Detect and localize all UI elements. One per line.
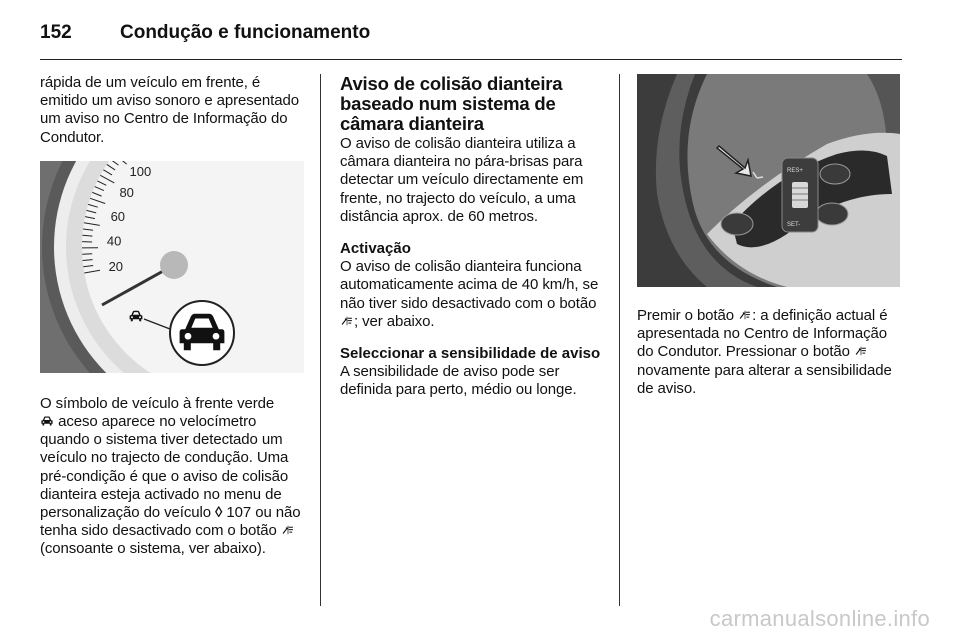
collision-button-icon [854, 345, 868, 357]
speedo-label: 20 [108, 258, 124, 274]
vehicle-ahead-icon [40, 415, 54, 427]
res-label: RES+ [787, 168, 803, 174]
column-divider [619, 74, 620, 606]
sensitivity-heading: Seleccionar a sensibilidade de aviso [340, 345, 601, 363]
page-reference-number[interactable]: 107 [226, 504, 252, 522]
sensitivity-paragraph: A sensibilidade de aviso pode ser definida para perto, médio ou longe. [340, 363, 577, 399]
button-paragraph [637, 307, 903, 398]
activation-heading: Activação [340, 240, 411, 258]
activation-text-a: O aviso de colisão dianteira funciona automaticamente acima de 40 km/h, se não tiver sido desactivado com o botão [340, 258, 599, 312]
section-title: Condução e funcionamento [120, 22, 371, 43]
column-right [637, 74, 903, 412]
steering-wheel-figure [637, 74, 900, 287]
paragraph-intro: rápida de um veículo em frente, é emitido um aviso sonoro e apresentado um aviso no Centro de Informação do Condutor. [40, 74, 299, 146]
collision-button-icon [738, 309, 752, 321]
button-text-a: Premir o botão [637, 307, 734, 324]
page-number: 152 [40, 22, 72, 43]
set-label: SET- [787, 222, 801, 228]
button-text-c: novamente para alterar a sensibilidade de aviso. [637, 361, 892, 397]
speedo-label: 60 [110, 208, 126, 224]
speedo-label: 40 [106, 233, 122, 249]
watermark[interactable]: carmanualsonline.info [709, 606, 930, 631]
paragraph-symbol-text-d: (consoante o sistema, ver abaixo). [40, 540, 266, 558]
activation-paragraph [340, 258, 604, 331]
page-reference-icon: ◊ [215, 504, 223, 522]
button-text-b: : a definição actual é apresentada no Centro de Informação do Condutor. Pressionar o botão [637, 307, 888, 361]
activation-text-b: ; ver abaixo. [354, 312, 435, 330]
collision-button-icon [340, 315, 354, 327]
section-heading: Aviso de colisão dianteira baseado num sistema de câmara dianteira [340, 73, 563, 134]
paragraph-symbol [40, 395, 304, 559]
page-header [40, 18, 920, 58]
collision-button-icon [281, 524, 295, 536]
speedometer-figure [40, 161, 304, 373]
paragraph-symbol-text-b: aceso aparece no velocímetro quando o sistema tiver detectado um veículo no trajecto de condução. Uma pré-condição é que o aviso de colisão dianteira esteja activado no menu de personalização do veículo [40, 413, 289, 522]
paragraph-symbol-text-c: ou não tenha sido desactivado com o botão [40, 504, 301, 540]
paragraph-description: O aviso de colisão dianteira utiliza a câmara dianteira no pára-brisas para detectar um veículo directamente em frente, no trajecto do veículo, a uma distância aprox. de 60 metros. [340, 135, 584, 225]
speedo-label: 100 [129, 163, 152, 179]
column-divider [320, 74, 321, 606]
speedo-label: 80 [119, 185, 134, 201]
header-rule [40, 59, 902, 60]
column-left [40, 74, 304, 573]
column-middle [340, 74, 604, 414]
paragraph-symbol-text-a: O símbolo de veículo à frente verde [40, 394, 275, 412]
